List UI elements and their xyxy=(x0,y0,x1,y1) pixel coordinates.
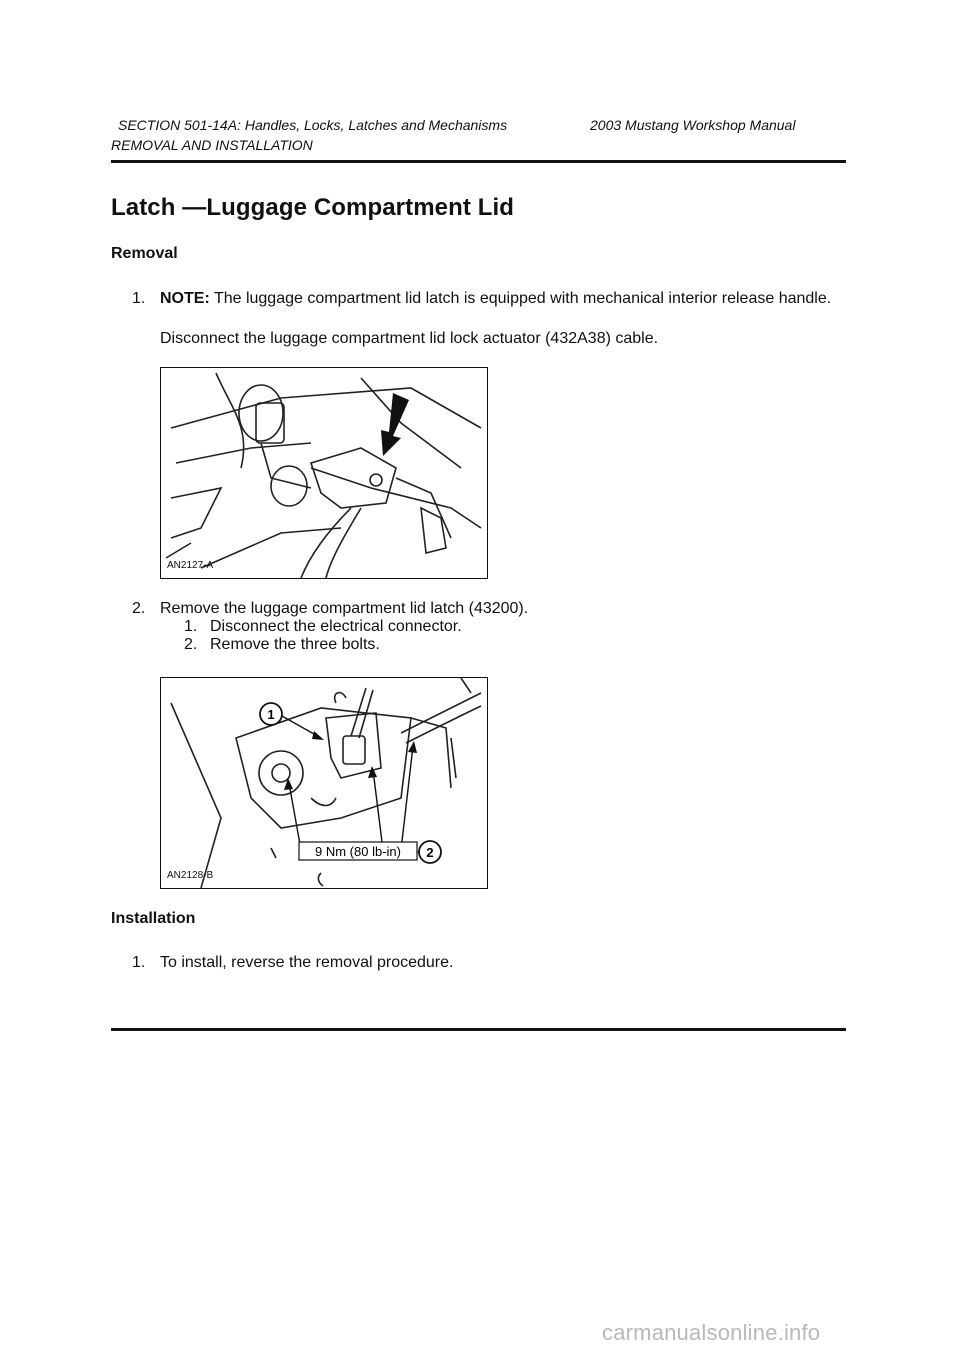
callout-2: 2 xyxy=(426,845,434,860)
torque-spec: 9 Nm (80 lb-in) xyxy=(315,844,401,859)
note-text: The luggage compartment lid latch is equipped with mechanical interior release handle. xyxy=(209,290,832,307)
section-header: SECTION 501-14A: Handles, Locks, Latches and Mechanisms xyxy=(118,117,508,133)
callout-1: 1 xyxy=(267,707,275,722)
step-number: 1. xyxy=(132,290,146,307)
manual-title: 2003 Mustang Workshop Manual xyxy=(590,117,796,133)
substep-number: 2. xyxy=(184,636,198,653)
substep-text: Disconnect the electrical connector. xyxy=(210,618,462,635)
substep-number: 1. xyxy=(184,618,198,635)
note-label: NOTE: xyxy=(160,290,210,307)
figure-label: AN2128-B xyxy=(167,870,214,881)
removal-heading: Removal xyxy=(111,245,178,262)
figure-label: AN2127-A xyxy=(167,560,214,571)
actuator-cable-illustration xyxy=(160,367,488,579)
header-divider xyxy=(111,160,846,163)
step-instruction: To install, reverse the removal procedure. xyxy=(160,954,454,971)
latch-removal-illustration xyxy=(160,677,488,889)
installation-heading: Installation xyxy=(111,910,196,927)
actuator-cable-drawing xyxy=(161,368,487,578)
footer-divider xyxy=(111,1028,846,1031)
note-line xyxy=(160,290,831,308)
step-instruction: Remove the luggage compartment lid latch (43200). xyxy=(160,600,529,617)
procedure-type: REMOVAL AND INSTALLATION xyxy=(111,137,313,153)
substep-text: Remove the three bolts. xyxy=(210,636,380,653)
step-number: 1. xyxy=(132,954,146,971)
step-instruction: Disconnect the luggage compartment lid lock actuator (432A38) cable. xyxy=(160,330,659,347)
page-title: Latch —Luggage Compartment Lid xyxy=(111,194,515,221)
step-number: 2. xyxy=(132,600,146,617)
latch-removal-drawing xyxy=(161,678,487,888)
watermark: carmanualsonline.info xyxy=(602,1320,821,1345)
